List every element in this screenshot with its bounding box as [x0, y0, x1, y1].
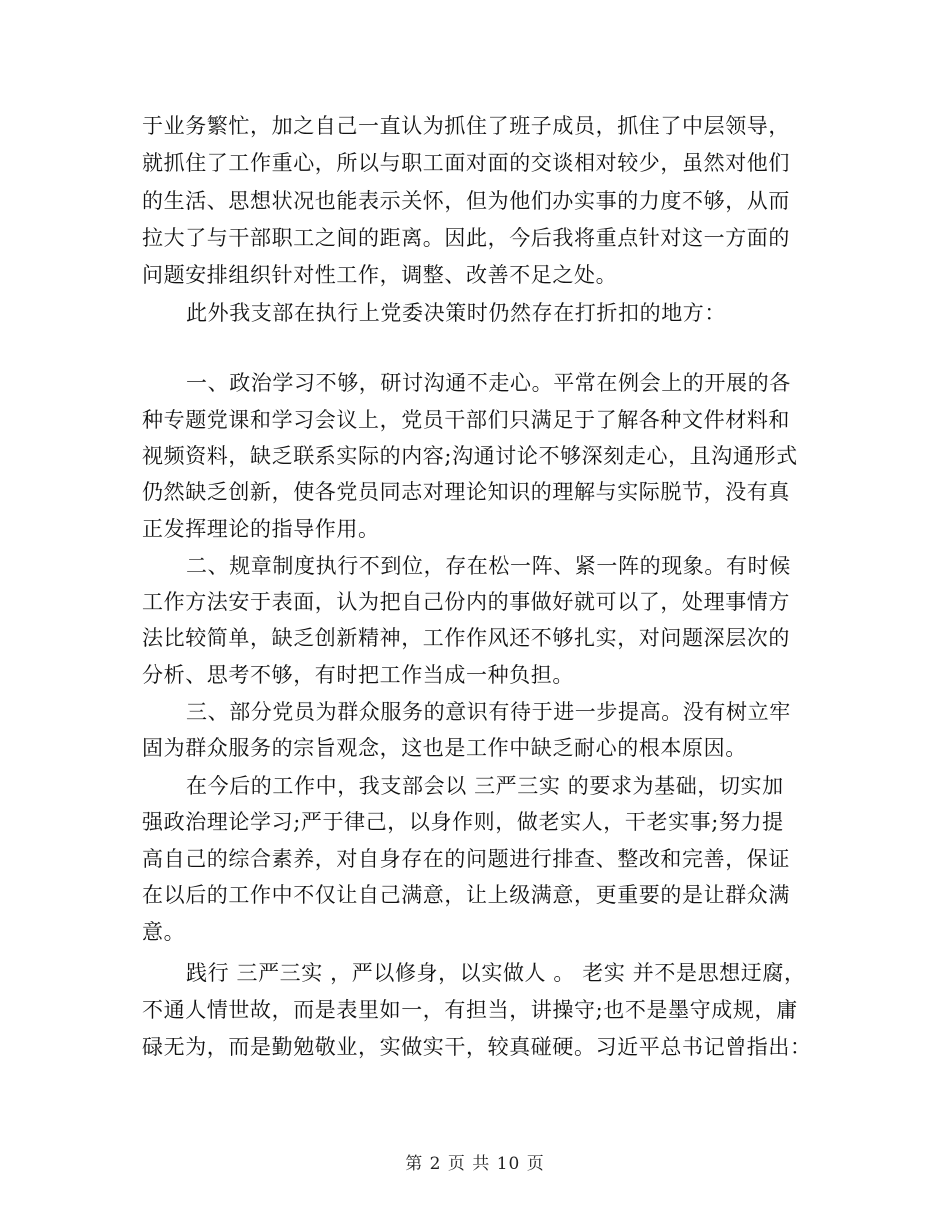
text-line: 种专题党课和学习会议上，党员干部们只满足于了解各种文件材料和 — [142, 408, 790, 432]
text-line: 高自己的综合素养，对自身存在的问题进行排查、整改和完善，保证 — [142, 847, 790, 871]
text-line: 在以后的工作中不仅让自己满意，让上级满意，更重要的是让群众满 — [142, 883, 790, 907]
text-line: 碌无为，而是勤勉敬业，实做实干，较真碰硬。习近平总书记曾指出： — [142, 1035, 812, 1059]
text-line: 仍然缺乏创新，使各党员同志对理论知识的理解与实际脱节，没有真 — [142, 480, 790, 504]
text-line: 不通人情世故，而是表里如一，有担当，讲操守;也不是墨守成规，庸 — [142, 998, 798, 1022]
text-line: 一、政治学习不够，研讨沟通不走心。平常在例会上的开展的各 — [186, 371, 791, 395]
page-number-footer: 第 2 页 共 10 页 — [405, 1154, 545, 1174]
text-line: 强政治理论学习;严于律己，以身作则，做老实人，干老实事;努力提 — [142, 810, 784, 834]
text-line: 就抓住了工作重心，所以与职工面对面的交谈相对较少，虽然对他们 — [142, 151, 790, 175]
text-line: 法比较简单，缺乏创新精神，工作作风还不够扎实，对问题深层次的 — [142, 626, 790, 650]
text-line: 三、部分党员为群众服务的意识有待于进一步提高。没有树立牢 — [186, 700, 791, 724]
text-line: 拉大了与干部职工之间的距离。因此，今后我将重点针对这一方面的 — [142, 226, 790, 250]
text-line: 问题安排组织针对性工作，调整、改善不足之处。 — [142, 263, 618, 287]
text-line: 固为群众服务的宗旨观念，这也是工作中缺乏耐心的根本原因。 — [142, 736, 747, 760]
text-line: 视频资料，缺乏联系实际的内容;沟通讨论不够深刻走心，且沟通形式 — [142, 444, 798, 468]
text-line: 意。 — [142, 920, 186, 944]
text-line: 的生活、思想状况也能表示关怀，但为他们办实事的力度不够，从而 — [142, 189, 790, 213]
text-line: 正发挥理论的指导作用。 — [142, 517, 380, 541]
text-line: 践行 三严三实 ，严以修身，以实做人 。 老实 并不是思想迂腐， — [186, 961, 806, 985]
text-line: 分析、思考不够，有时把工作当成一种负担。 — [142, 663, 574, 687]
text-line: 工作方法安于表面，认为把自己份内的事做好就可以了，处理事情方 — [142, 590, 790, 614]
text-line: 在今后的工作中，我支部会以 三严三实 的要求为基础，切实加 — [186, 774, 784, 798]
text-line: 于业务繁忙，加之自己一直认为抓住了班子成员，抓住了中层领导， — [142, 114, 790, 138]
text-line: 此外我支部在执行上党委决策时仍然存在打折扣的地方： — [186, 301, 726, 325]
text-line: 二、规章制度执行不到位，存在松一阵、紧一阵的现象。有时候 — [186, 554, 791, 578]
